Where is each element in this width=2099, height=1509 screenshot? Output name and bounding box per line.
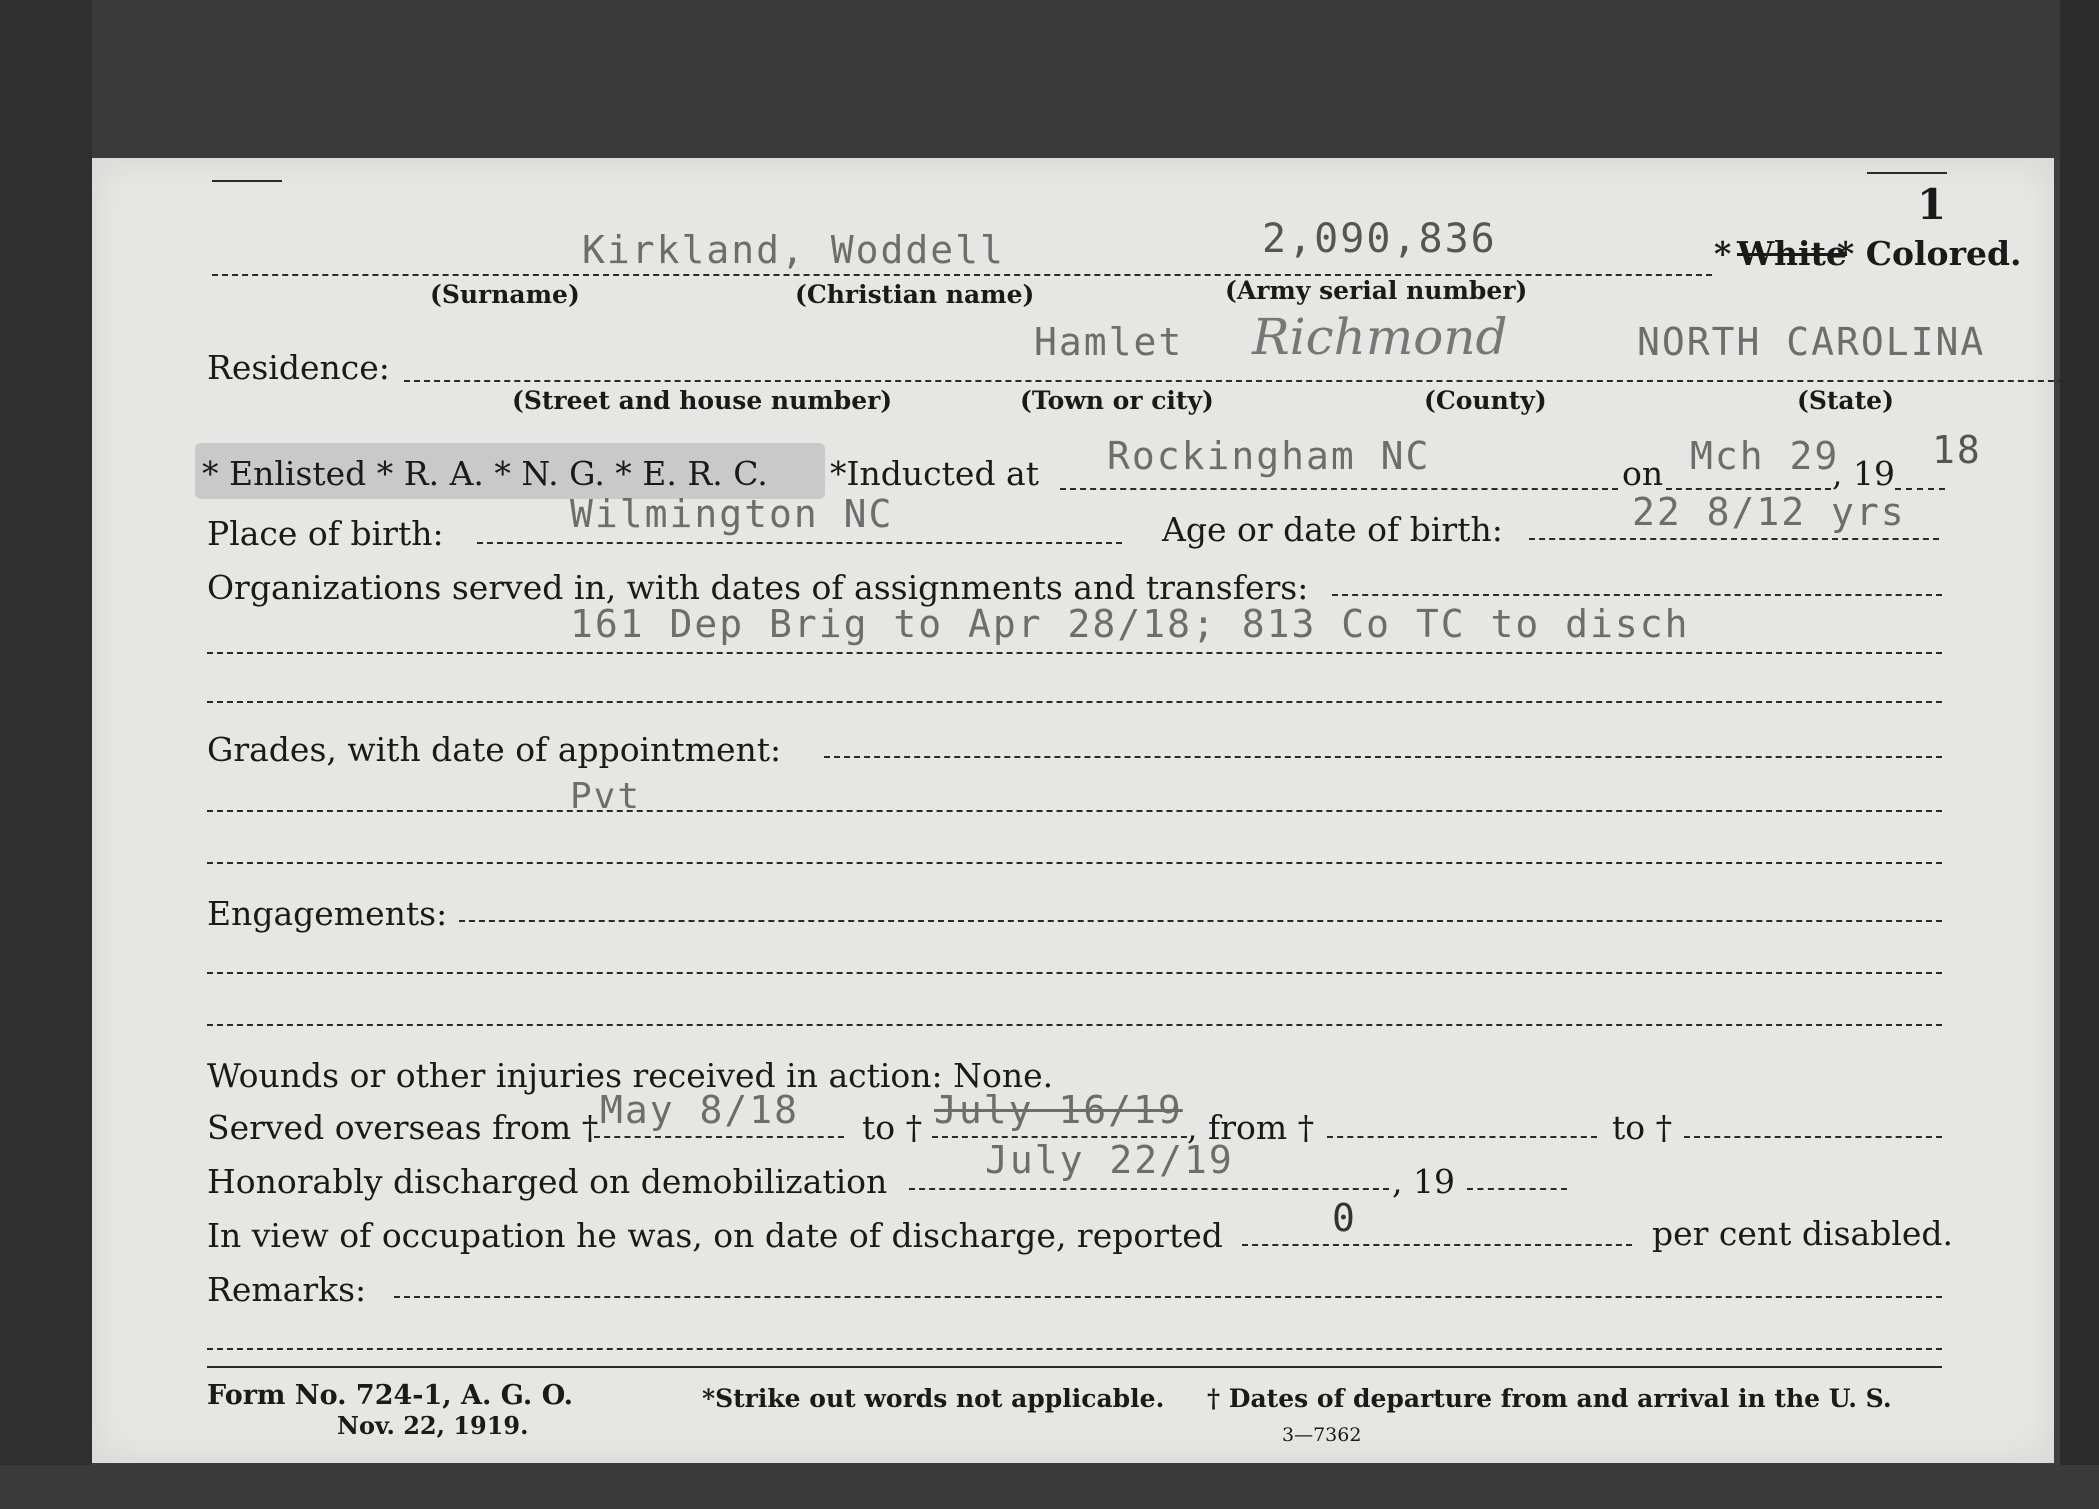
age-line	[1529, 538, 1939, 540]
engagements-line-3	[207, 1024, 1942, 1026]
overseas-to-value: July 16/19	[934, 1088, 1183, 1132]
inducted-line	[1060, 488, 1618, 490]
discharge-year: , 19	[1392, 1162, 1455, 1201]
corner-rule	[212, 180, 282, 182]
overseas-from-value: May 8/18	[600, 1088, 800, 1132]
organizations-value: 161 Dep Brig to Apr 28/18; 813 Co TC to disch	[570, 602, 1690, 646]
age-value: 22 8/12 yrs	[1632, 490, 1906, 534]
caption-street: (Street and house number)	[512, 386, 893, 415]
remarks-label: Remarks:	[207, 1270, 367, 1309]
discharge-label: Honorably discharged on demobilization	[207, 1162, 888, 1201]
caption-state: (State)	[1797, 386, 1894, 415]
year-prefix: , 19	[1832, 454, 1895, 493]
birth-place-value: Wilmington NC	[570, 492, 894, 536]
discharge-year-line	[1467, 1188, 1567, 1190]
occupation-label: In view of occupation he was, on date of discharge, reported	[207, 1216, 1223, 1255]
inducted-year-value: 18	[1932, 428, 1982, 472]
grades-line-1	[824, 756, 1942, 758]
race-colored: * Colored.	[1837, 234, 2022, 273]
town-value: Hamlet	[1034, 320, 1184, 364]
print-code: 3—7362	[1282, 1424, 1362, 1446]
remarks-line-1	[394, 1296, 1942, 1298]
overseas-from2-label: , from †	[1187, 1108, 1315, 1147]
grades-line-3	[207, 862, 1942, 864]
race-star: *	[1714, 234, 1732, 273]
organizations-label: Organizations served in, with dates of assignments and transfers:	[207, 568, 1309, 607]
organizations-line-1	[1332, 594, 1942, 596]
age-label: Age or date of birth:	[1162, 510, 1503, 549]
overseas-to2-line	[1684, 1136, 1942, 1138]
scan-background-left	[0, 0, 92, 1509]
enlisted-options: * Enlisted * R. A. * N. G. * E. R. C.	[202, 454, 768, 493]
scan-background-bottom	[0, 1465, 2099, 1509]
footer-rule	[207, 1366, 1942, 1368]
disabled-line	[1242, 1244, 1632, 1246]
organizations-line-2	[207, 652, 1942, 654]
scan-background-right	[2060, 0, 2099, 1509]
state-value: NORTH CAROLINA	[1637, 320, 1986, 364]
organizations-line-3	[207, 701, 1942, 703]
wounds-label: Wounds or other injuries received in action: None.	[207, 1056, 1054, 1095]
discharge-date-value: July 22/19	[985, 1138, 1234, 1182]
on-label: on	[1622, 454, 1664, 493]
strike-note: *Strike out words not applicable.	[702, 1384, 1165, 1413]
card-number: 1	[1917, 180, 1947, 229]
birth-place-line	[477, 542, 1122, 544]
grades-line-2	[207, 810, 1942, 812]
residence-label: Residence:	[207, 348, 390, 387]
form-number: Form No. 724-1, A. G. O.	[207, 1380, 574, 1411]
caption-christian-name: (Christian name)	[795, 280, 1035, 309]
overseas-label: Served overseas from †	[207, 1108, 599, 1147]
engagements-line-2	[207, 972, 1942, 974]
serial-number-value: 2,090,836	[1262, 216, 1497, 262]
inducted-label: *Inducted at	[830, 454, 1039, 493]
corner-rule-right	[1867, 172, 1947, 174]
grades-label: Grades, with date of appointment:	[207, 730, 782, 769]
race-white-struck: White	[1737, 234, 1847, 273]
overseas-to-label: to †	[862, 1108, 923, 1147]
scan-background-top	[0, 0, 2099, 158]
grade-value: Pvt	[570, 776, 642, 817]
overseas-from-line	[594, 1136, 844, 1138]
county-value: Richmond	[1252, 308, 1508, 366]
service-record-card	[92, 158, 2054, 1463]
inducted-place-value: Rockingham NC	[1107, 434, 1431, 478]
overseas-from2-line	[1327, 1136, 1597, 1138]
overseas-to2-label: to †	[1612, 1108, 1673, 1147]
disabled-percent-value: 0	[1332, 1196, 1357, 1240]
remarks-line-2	[207, 1348, 1942, 1350]
engagements-line-1	[459, 920, 1942, 922]
caption-town: (Town or city)	[1020, 386, 1214, 415]
discharge-line	[909, 1188, 1389, 1190]
form-date: Nov. 22, 1919.	[337, 1411, 529, 1440]
caption-county: (County)	[1424, 386, 1547, 415]
disabled-label: per cent disabled.	[1652, 1214, 1954, 1253]
caption-surname: (Surname)	[430, 280, 580, 309]
name-value: Kirkland, Woddell	[582, 228, 1005, 272]
engagements-label: Engagements:	[207, 894, 448, 933]
inducted-date-value: Mch 29	[1690, 434, 1840, 478]
birth-place-label: Place of birth:	[207, 514, 444, 553]
residence-line	[404, 380, 2084, 382]
dates-note: † Dates of departure from and arrival in the U. S.	[1207, 1384, 1892, 1413]
caption-serial-number: (Army serial number)	[1225, 276, 1528, 305]
